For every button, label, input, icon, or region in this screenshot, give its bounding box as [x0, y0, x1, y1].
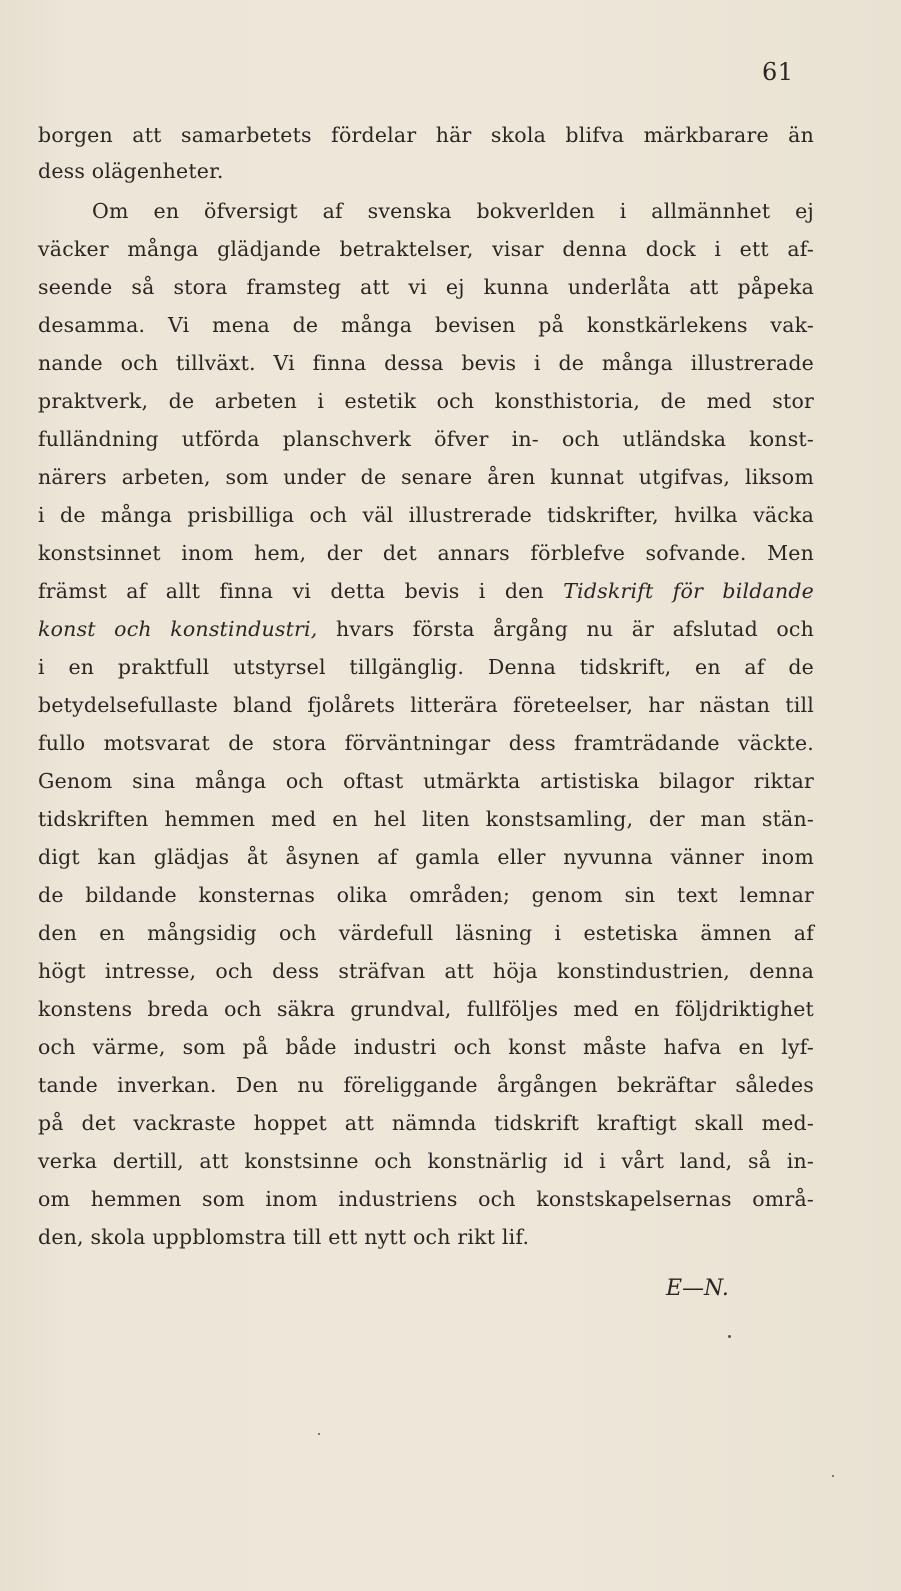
paper-speck: [832, 1475, 834, 1477]
text-line: tande inverkan. Den nu föreliggande årgången bekräftar således: [38, 1073, 814, 1097]
text-line: den, skola uppblomstra till ett nytt och rikt lif.: [38, 1225, 530, 1249]
journal-title-italic: konst och konstindustri,: [38, 617, 318, 641]
text-line: seende så stora framsteg att vi ej kunna underlåta att påpeka: [38, 275, 814, 299]
text-line: högt intresse, och dess sträfvan att höja konstindustrien, denna: [38, 959, 814, 983]
text-line: borgen att samarbetets fördelar här skola blifva märkbarare än: [38, 123, 814, 147]
journal-title-italic: Tidskrift för bildande: [563, 579, 815, 603]
text-line: fullo motsvarat de stora förväntningar dess framträdande väckte.: [38, 731, 814, 755]
text-line: Genom sina många och oftast utmärkta artistiska bilagor riktar: [38, 769, 814, 793]
author-signature: E—N.: [666, 1276, 729, 1301]
text-line-with-title: [38, 614, 814, 644]
text-line: de bildande konsternas olika områden; genom sin text lemnar: [38, 883, 814, 907]
text-line: konstsinnet inom hem, der det annars förblefve sofvande. Men: [38, 541, 814, 565]
text-line: väcker många glädjande betraktelser, visar denna dock i ett af-: [38, 237, 814, 261]
text-line: betydelsefullaste bland fjolårets litterära företeelser, har nästan till: [38, 693, 814, 717]
text-line: nande och tillväxt. Vi finna dessa bevis i de många illustrerade: [38, 351, 814, 375]
text-line: på det vackraste hoppet att nämnda tidskrift kraftigt skall med-: [38, 1111, 814, 1135]
text-line: om hemmen som inom industriens och konstskapelsernas områ-: [38, 1187, 814, 1211]
text-line: närers arbeten, som under de senare åren kunnat utgifvas, liksom: [38, 465, 814, 489]
text-segment: hvars första årgång nu är afslutad och: [335, 617, 814, 641]
text-line: verka dertill, att konstsinne och konstnärlig id i vårt land, så in-: [38, 1149, 814, 1173]
paper-speck: [318, 1433, 320, 1435]
text-line: i de många prisbilliga och väl illustrerade tidskrifter, hvilka väcka: [38, 503, 814, 527]
text-line: digt kan glädjas åt åsynen af gamla eller nyvunna vänner inom: [38, 845, 814, 869]
text-line: den en mångsidig och värdefull läsning i estetiska ämnen af: [38, 921, 814, 945]
text-line: konstens breda och säkra grundval, fullföljes med en följdriktighet: [38, 997, 814, 1021]
text-segment: främst af allt finna vi detta bevis i den: [38, 579, 544, 603]
text-line: fulländning utförda planschverk öfver in- och utländska konst-: [38, 427, 814, 451]
text-line: dess olägenheter.: [38, 159, 224, 183]
text-line: Om en öfversigt af svenska bokverlden i allmännhet ej: [92, 199, 814, 223]
text-line: praktverk, de arbeten i estetik och konsthistoria, de med stor: [38, 389, 814, 413]
page-number: 61: [762, 58, 794, 86]
text-line: och värme, som på både industri och konst måste hafva en lyf-: [38, 1035, 814, 1059]
text-line: desamma. Vi mena de många bevisen på konstkärlekens vak-: [38, 313, 814, 337]
text-line: i en praktfull utstyrsel tillgänglig. Denna tidskrift, en af de: [38, 655, 814, 679]
paper-speck: [728, 1335, 731, 1338]
text-line: tidskriften hemmen med en hel liten konstsamling, der man stän-: [38, 807, 814, 831]
text-line-with-title: [38, 576, 814, 606]
